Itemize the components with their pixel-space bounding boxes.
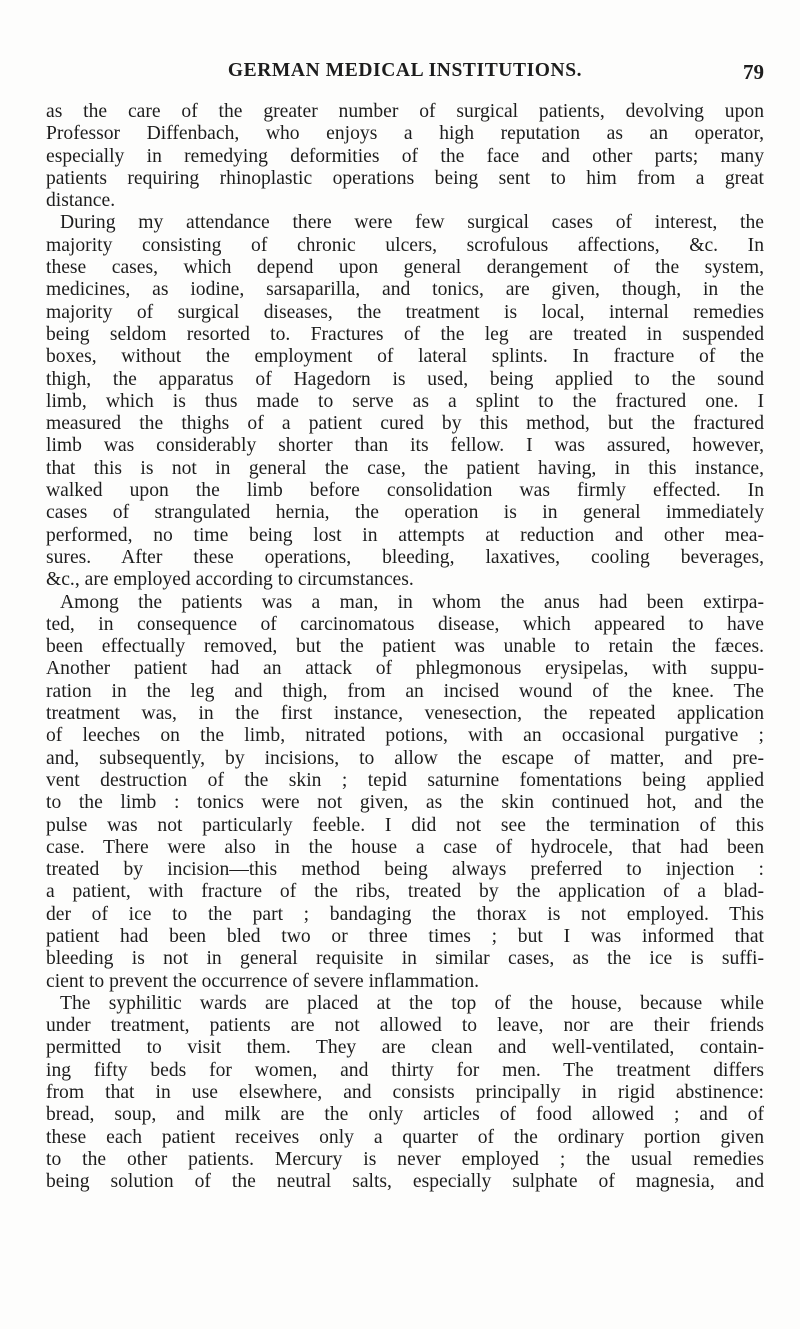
text-line: The syphilitic wards are placed at the top of the house, because while: [60, 992, 764, 1014]
text-line: from that in use elsewhere, and consists principally in rigid abstinence:: [46, 1082, 764, 1104]
text-line: &c., are employed according to circumstances.: [46, 569, 414, 591]
text-line: majority of surgical diseases, the treatment is local, internal remedies: [46, 301, 764, 323]
text-line: under treatment, patients are not allowed to leave, nor are their friends: [46, 1015, 764, 1037]
body-text: [46, 101, 764, 1194]
text-line: vent destruction of the skin ; tepid saturnine fomentations being applied: [46, 769, 764, 791]
text-line: especially in remedying deformities of the face and other parts; many: [46, 145, 764, 167]
text-line: limb was considerably shorter than its fellow. I was assured, however,: [46, 435, 764, 457]
text-line: of leeches on the limb, nitrated potions, with an occasional purgative ;: [46, 725, 764, 747]
text-line: bleeding is not in general requisite in similar cases, as the ice is suffi-: [46, 948, 764, 970]
text-line: ing fifty beds for women, and thirty for men. The treatment differs: [46, 1059, 764, 1081]
page-number: 79: [743, 60, 764, 84]
text-line: as the care of the greater number of surgical patients, devolving upon: [46, 101, 764, 122]
text-line: der of ice to the part ; bandaging the thorax is not employed. This: [46, 903, 764, 925]
text-line: treated by incision—this method being always preferred to injection :: [46, 859, 764, 881]
text-line: treatment was, in the first instance, venesection, the repeated application: [46, 703, 764, 725]
paragraph: [46, 212, 764, 591]
paragraph: [46, 592, 764, 993]
text-line: majority consisting of chronic ulcers, scrofulous affections, &c. In: [46, 234, 764, 256]
paragraph: [46, 101, 764, 212]
text-line: case. There were also in the house a case of hydrocele, that had been: [46, 836, 764, 858]
running-header: [46, 60, 764, 86]
text-line: medicines, as iodine, sarsaparilla, and tonics, are given, though, in the: [46, 279, 764, 301]
text-line: limb, which is thus made to serve as a splint to the fractured one. I: [46, 390, 764, 412]
text-line: these cases, which depend upon general derangement of the system,: [46, 257, 764, 279]
text-line: being seldom resorted to. Fractures of the leg are treated in suspended: [46, 323, 764, 345]
running-title: GERMAN MEDICAL INSTITUTIONS.: [227, 60, 583, 81]
text-line: these each patient receives only a quarter of the ordinary portion given: [46, 1126, 764, 1148]
text-line: Professor Diffenbach, who enjoys a high reputation as an operator,: [46, 123, 764, 145]
text-line: thigh, the apparatus of Hagedorn is used, being applied to the sound: [46, 368, 764, 390]
text-line: a patient, with fracture of the ribs, treated by the application of a blad-: [46, 881, 764, 903]
text-line: patient had been bled two or three times ; but I was informed that: [46, 925, 764, 947]
text-line: ration in the leg and thigh, from an incised wound of the knee. The: [46, 680, 764, 702]
text-line: sures. After these operations, bleeding, laxatives, cooling beverages,: [46, 546, 764, 568]
text-line: performed, no time being lost in attempts at reduction and other mea-: [46, 524, 764, 546]
text-line: to the other patients. Mercury is never employed ; the usual remedies: [46, 1148, 764, 1170]
text-line: Among the patients was a man, in whom the anus had been extirpa-: [60, 591, 764, 613]
text-line: boxes, without the employment of lateral splints. In fracture of the: [46, 346, 764, 368]
text-line: measured the thighs of a patient cured by this method, but the fractured: [46, 413, 764, 435]
text-line: patients requiring rhinoplastic operations being sent to him from a great: [46, 167, 764, 189]
text-line: Another patient had an attack of phlegmonous erysipelas, with suppu-: [46, 658, 764, 680]
paragraph: [46, 993, 764, 1194]
text-line: walked upon the limb before consolidation was firmly effected. In: [46, 480, 764, 502]
text-line: and, subsequently, by incisions, to allow the escape of matter, and pre-: [46, 747, 764, 769]
text-line: distance.: [46, 190, 116, 212]
text-line: ted, in consequence of carcinomatous disease, which appeared to have: [46, 613, 764, 635]
text-line: During my attendance there were few surgical cases of interest, the: [60, 212, 764, 234]
text-line: been effectually removed, but the patient was unable to retain the fæces.: [46, 636, 764, 658]
text-line: that this is not in general the case, the patient having, in this instance,: [46, 457, 764, 479]
text-line: pulse was not particularly feeble. I did not see the termination of this: [46, 814, 764, 836]
text-line: to the limb : tonics were not given, as the skin continued hot, and the: [46, 792, 764, 814]
text-line: cient to prevent the occurrence of severe inflammation.: [46, 970, 480, 992]
text-line: bread, soup, and milk are the only articles of food allowed ; and of: [46, 1104, 764, 1126]
text-line: cases of strangulated hernia, the operation is in general immediately: [46, 502, 764, 524]
text-line: being solution of the neutral salts, especially sulphate of magnesia, and: [46, 1171, 764, 1193]
text-line: permitted to visit them. They are clean and well-ventilated, contain-: [46, 1037, 764, 1059]
